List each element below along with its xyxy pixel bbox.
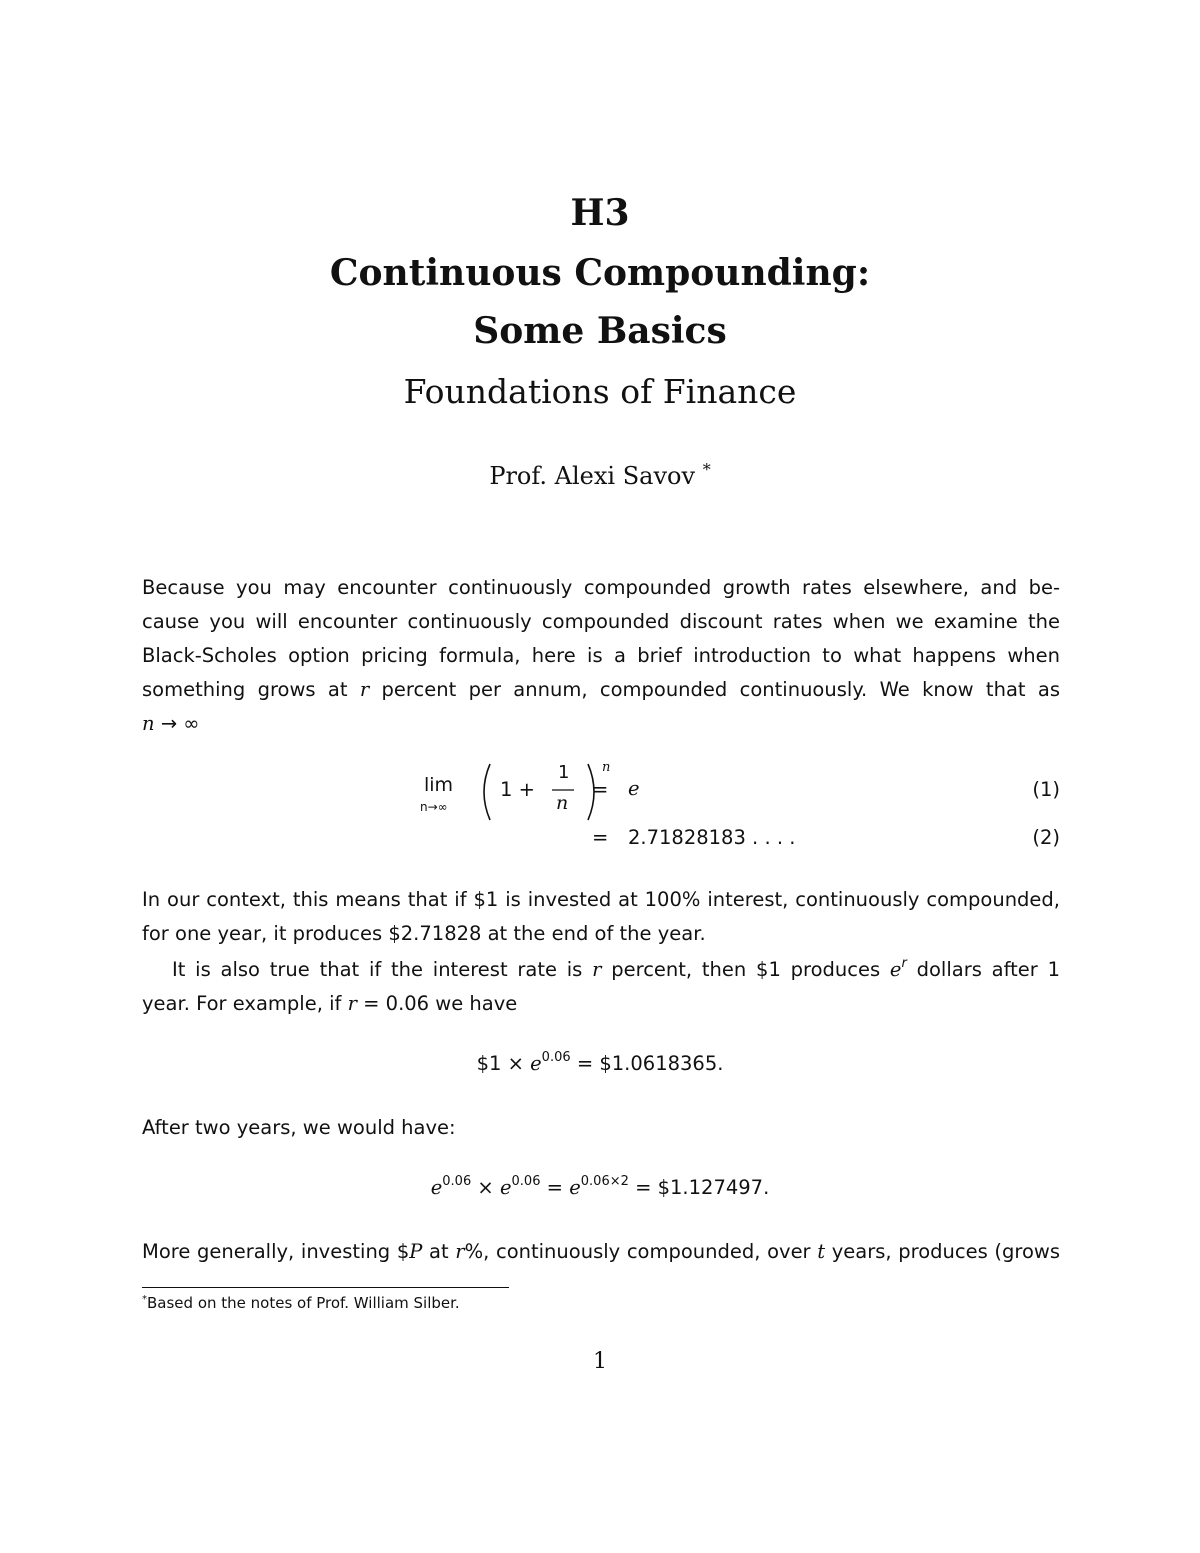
title-line-2: Some Basics xyxy=(473,310,727,352)
eq4-e2: e xyxy=(499,1176,512,1199)
p3-text-a: It is also true that if the interest rate is xyxy=(172,958,583,981)
p5-text-c: %, continuously compounded, over xyxy=(464,1240,811,1263)
p5-text-a: More generally, investing $ xyxy=(142,1240,410,1263)
paragraph-2-line-2: for one year, it produces $2.71828 at the end of the year. xyxy=(142,922,706,945)
p5-text-d: years, produces (grows xyxy=(831,1240,1061,1263)
var-r: r xyxy=(359,678,370,701)
eq1-lim: lim xyxy=(424,774,454,796)
eq4-exp1: 0.06 xyxy=(442,1174,472,1189)
p5-text-b: at xyxy=(429,1240,449,1263)
p1-text-b: percent per annum, compounded continuously. We know that as xyxy=(381,678,1060,701)
equation-1 xyxy=(420,760,980,824)
title-line-1: Continuous Compounding: xyxy=(329,252,871,294)
paragraph-1-line-3: Black-Scholes option pricing formula, here is a brief introduction to what happens when xyxy=(142,644,1060,667)
eq4-equals: = xyxy=(546,1176,564,1199)
p1-text-a: something grows at xyxy=(142,678,348,701)
eq3-part-b: = $1.0618365. xyxy=(576,1052,724,1075)
eq2-rhs: 2.71828183 . . . . xyxy=(628,826,796,849)
var-r: r xyxy=(347,992,357,1015)
paragraph-1-line-4 xyxy=(142,678,1060,702)
author-name: Prof. Alexi Savov xyxy=(489,462,696,490)
eq4-times: × xyxy=(477,1176,494,1199)
paragraph-1-line-5 xyxy=(142,712,1060,736)
paragraph-3-line-2 xyxy=(142,992,1060,1016)
exp-r: r xyxy=(901,956,907,971)
equation-3 xyxy=(0,1052,1200,1075)
page-number: 1 xyxy=(593,1349,607,1374)
var-P: P xyxy=(409,1240,423,1263)
var-n: n xyxy=(142,712,155,735)
paragraph-1-line-2: cause you will encounter continuously compounded discount rates when we examine the xyxy=(142,610,1060,633)
equation-number-1: (1) xyxy=(1032,778,1060,801)
equation-number-2: (2) xyxy=(1032,826,1060,849)
paragraph-5 xyxy=(142,1240,1060,1264)
p3-text-b: percent, then $1 produces xyxy=(611,958,881,981)
eq4-e1: e xyxy=(430,1176,443,1199)
eq1-equals: = xyxy=(592,778,609,801)
p3-text-d: year. For example, if xyxy=(142,992,342,1015)
var-r: r xyxy=(455,1240,465,1263)
footnote-mark: * xyxy=(142,1294,147,1305)
footnote-text: Based on the notes of Prof. William Silber. xyxy=(147,1294,460,1312)
eq1-numerator: 1 xyxy=(558,762,570,783)
paragraph-3-line-1 xyxy=(172,958,1060,985)
document-code: H3 xyxy=(570,192,630,234)
var-e: e xyxy=(889,958,902,981)
subtitle: Foundations of Finance xyxy=(403,372,797,411)
eq2-equals: = xyxy=(592,826,609,849)
eq1-denominator: n xyxy=(556,792,569,814)
eq1-parentheses xyxy=(476,760,609,824)
paragraph-2-line-1: In our context, this means that if $1 is invested at 100% interest, continuously compounded, xyxy=(142,888,1060,911)
paragraph-1-line-1: Because you may encounter continuously compounded growth rates elsewhere, and be- xyxy=(142,576,1060,599)
eq1-exponent: n xyxy=(602,760,611,775)
p3-text-c: dollars after 1 xyxy=(916,958,1060,981)
paragraph-4: After two years, we would have: xyxy=(142,1116,456,1139)
var-t: t xyxy=(817,1240,826,1263)
footnote xyxy=(142,1294,460,1312)
eq4-exp2: 0.06 xyxy=(511,1174,541,1189)
p3-text-e: = 0.06 we have xyxy=(363,992,518,1015)
footnote-rule xyxy=(142,1287,509,1288)
eq4-e3: e xyxy=(569,1176,581,1199)
arrow-infinity: → ∞ xyxy=(160,712,200,735)
eq3-part-a: $1 × xyxy=(476,1052,524,1075)
equation-4 xyxy=(0,1176,1200,1199)
eq3-e: e xyxy=(530,1052,542,1075)
author xyxy=(0,460,1200,490)
eq1-one-plus: 1 + xyxy=(500,778,535,801)
var-r: r xyxy=(592,958,602,981)
eq1-rhs: e xyxy=(628,777,640,800)
eq4-exp3: 0.06×2 xyxy=(580,1174,629,1189)
eq4-result: = $1.127497. xyxy=(635,1176,770,1199)
eq3-exponent: 0.06 xyxy=(541,1050,571,1065)
eq1-lim-subscript: n→∞ xyxy=(420,800,448,814)
author-footnote-mark: * xyxy=(702,460,711,479)
